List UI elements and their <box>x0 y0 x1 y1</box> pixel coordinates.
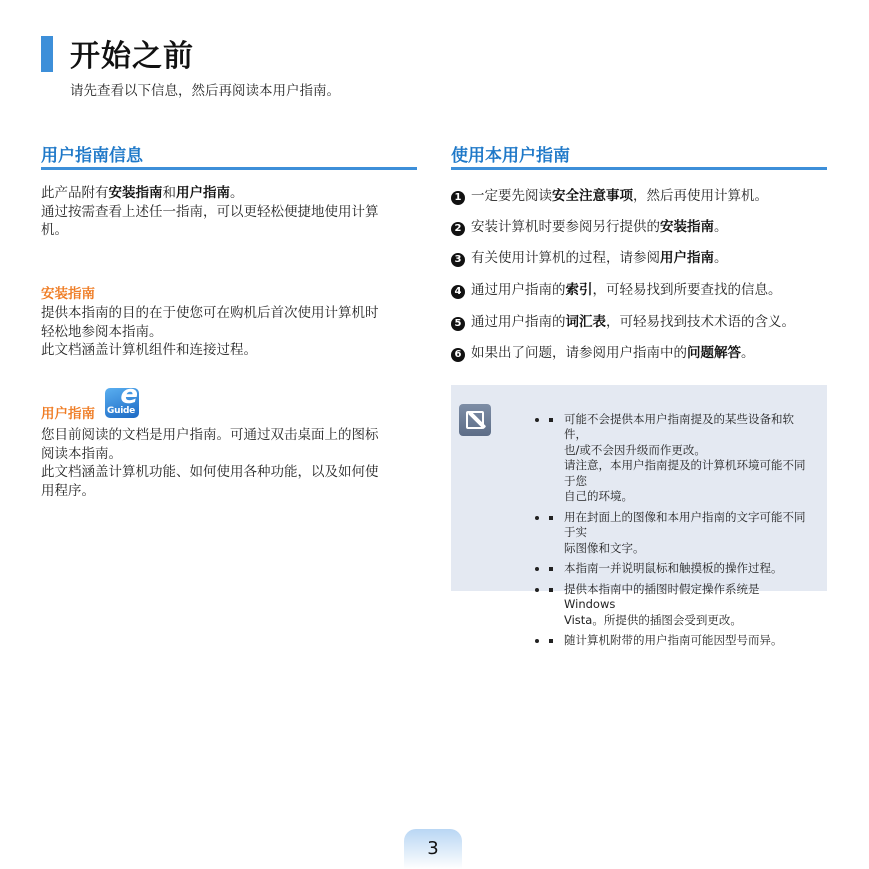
list-item: 6 如果出了问题，请参阅用户指南中的问题解答。 <box>451 341 755 362</box>
page-title: 开始之前 <box>70 39 194 74</box>
list-item: 4 通过用户指南的索引，可轻易找到所要查找的信息。 <box>451 278 782 299</box>
list-item: 3 有关使用计算机的过程，请参阅用户指南。 <box>451 246 728 267</box>
note-item: • 本指南一并说明鼠标和触摸板的操作过程。 <box>549 561 814 577</box>
eguide-icon <box>105 388 139 418</box>
eguide-icon-label: Guide <box>107 406 135 416</box>
section-heading-guide-info: 用户指南信息 <box>41 146 143 166</box>
list-item: 2 安装计算机时要参阅另行提供的安装指南。 <box>451 215 728 236</box>
number-badge: 1 <box>451 191 465 205</box>
note-item: • 提供本指南中的插图时假定操作系统是 Windows Vista。所提供的插图会受到更改。 <box>549 582 814 629</box>
page-number: 3 <box>427 838 439 859</box>
number-badge: 2 <box>451 222 465 236</box>
note-pencil-icon <box>459 404 491 436</box>
user-guide-text: 您目前阅读的文档是用户指南。可通过双击桌面上的图标 阅读本指南。 此文档涵盖计算机功能、如何使用各种功能，以及如何使 用程序。 <box>41 427 379 499</box>
guide-info-text: 此产品附有安装指南和用户指南。 通过按需查看上述任一指南，可以更轻松便捷地使用计算 机。 <box>41 185 379 238</box>
title-accent-bar <box>41 36 53 72</box>
page-subtitle: 请先查看以下信息，然后再阅读本用户指南。 <box>70 83 340 99</box>
number-badge: 5 <box>451 317 465 331</box>
number-badge: 6 <box>451 348 465 362</box>
install-guide-text: 提供本指南的目的在于使您可在购机后首次使用计算机时 轻松地参阅本指南。 此文档涵盖计算机组件和连接过程。 <box>41 305 379 358</box>
note-item: • 用在封面上的图像和本用户指南的文字可能不同于实 际图像和文字。 <box>549 510 814 557</box>
section-rule <box>41 167 417 170</box>
list-item: 5 通过用户指南的词汇表，可轻易找到技术术语的含义。 <box>451 310 795 331</box>
note-item: • 随计算机附带的用户指南可能因型号而异。 <box>549 633 814 649</box>
note-list <box>509 400 814 660</box>
list-item: 1 一定要先阅读安全注意事项，然后再使用计算机。 <box>451 184 768 205</box>
number-badge: 3 <box>451 253 465 267</box>
eguide-icon-letter: e <box>120 388 138 410</box>
section-rule <box>451 167 827 170</box>
note-item: • 可能不会提供本用户指南提及的某些设备和软件， 也/或不会因升级而作更改。 请注意，本用户指南提及的计算机环境可能不同于您 自己的环境。 <box>549 412 814 505</box>
number-badge: 4 <box>451 285 465 299</box>
install-guide-heading: 安装指南 <box>41 286 95 302</box>
section-heading-using-guide: 使用本用户指南 <box>451 146 570 166</box>
user-guide-heading: 用户指南 <box>41 406 95 422</box>
